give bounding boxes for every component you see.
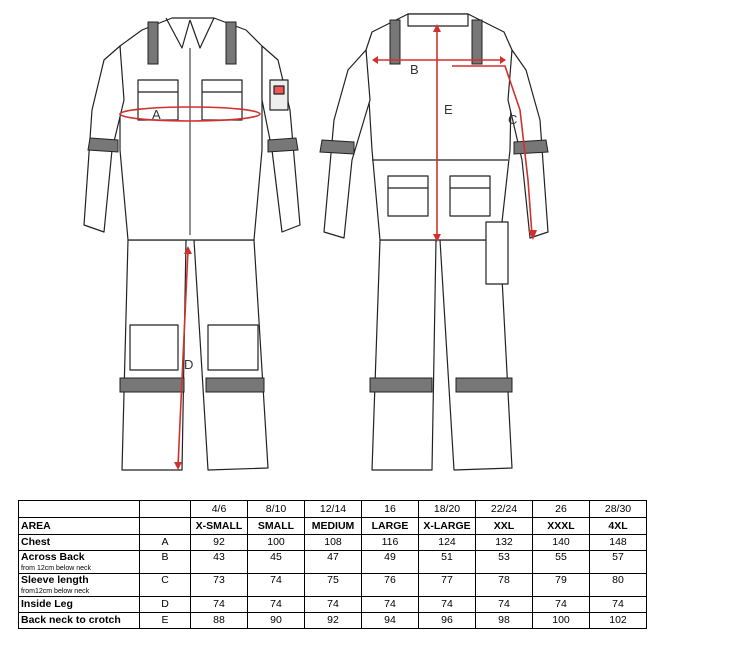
measurement-value: 90: [248, 613, 305, 629]
measurement-value: 47: [305, 551, 362, 574]
area-cell: [19, 574, 140, 597]
area-code: A: [140, 535, 191, 551]
size-name: LARGE: [362, 518, 419, 535]
table-row: [19, 535, 647, 551]
back-left-leg: [372, 240, 436, 470]
label-e: E: [444, 102, 453, 117]
back-pocket-left: [388, 176, 428, 216]
measurement-value: 74: [248, 597, 305, 613]
area-cell: [19, 597, 140, 613]
measurement-value: 98: [476, 613, 533, 629]
front-pocket-right: [202, 80, 242, 120]
area-name: Chest: [21, 536, 51, 548]
measurement-value: 74: [533, 597, 590, 613]
table-row: [19, 597, 647, 613]
measurement-value: 57: [590, 551, 647, 574]
area-header: AREA: [19, 518, 140, 535]
measurement-value: 74: [476, 597, 533, 613]
label-c: C: [508, 112, 518, 127]
measurement-value: 43: [191, 551, 248, 574]
size-number: 26: [533, 501, 590, 518]
measurement-value: 74: [362, 597, 419, 613]
measurement-value: 75: [305, 574, 362, 597]
area-name: Sleeve length: [21, 574, 89, 586]
area-name: Back neck to crotch: [21, 614, 121, 626]
size-number: 8/10: [248, 501, 305, 518]
measurement-value: 94: [362, 613, 419, 629]
measurement-value: 79: [533, 574, 590, 597]
measurement-value: 74: [590, 597, 647, 613]
measurement-value: 73: [191, 574, 248, 597]
blank-cell: [19, 501, 140, 518]
measurement-value: 80: [590, 574, 647, 597]
size-name: MEDIUM: [305, 518, 362, 535]
measurement-value: 92: [305, 613, 362, 629]
area-code: B: [140, 551, 191, 574]
size-name: XXL: [476, 518, 533, 535]
measurement-value: 92: [191, 535, 248, 551]
size-number-row: [19, 501, 647, 518]
blank-cell: [140, 518, 191, 535]
measurement-value: 74: [305, 597, 362, 613]
measurement-value: 148: [590, 535, 647, 551]
area-cell: [19, 535, 140, 551]
measurement-value: 88: [191, 613, 248, 629]
measurement-value: 53: [476, 551, 533, 574]
size-number: 16: [362, 501, 419, 518]
area-cell: [19, 613, 140, 629]
measurement-value: 116: [362, 535, 419, 551]
measurement-value: 78: [476, 574, 533, 597]
table-row: [19, 574, 647, 597]
area-code: D: [140, 597, 191, 613]
size-chart-table: [18, 500, 647, 629]
back-pocket-right: [450, 176, 490, 216]
table-row: [19, 613, 647, 629]
measurement-value: 100: [533, 613, 590, 629]
size-name-row: [19, 518, 647, 535]
measurement-value: 74: [419, 597, 476, 613]
size-name: 4XL: [590, 518, 647, 535]
area-note: from 12cm below neck: [21, 565, 92, 572]
measurement-value: 102: [590, 613, 647, 629]
front-view: [84, 18, 300, 470]
measurement-value: 74: [191, 597, 248, 613]
area-name: Across Back: [21, 551, 85, 563]
measurement-value: 74: [248, 574, 305, 597]
area-note: from12cm below neck: [21, 588, 90, 595]
measurement-value: 140: [533, 535, 590, 551]
front-torso: [120, 18, 262, 240]
label-b: B: [410, 62, 419, 77]
back-view: [324, 14, 548, 470]
table-row: [19, 551, 647, 574]
size-name: X-LARGE: [419, 518, 476, 535]
measurement-value: 77: [419, 574, 476, 597]
area-cell: [19, 551, 140, 574]
area-code: C: [140, 574, 191, 597]
label-d: D: [184, 357, 194, 372]
size-name: X-SMALL: [191, 518, 248, 535]
measurement-value: 124: [419, 535, 476, 551]
measurement-value: 55: [533, 551, 590, 574]
measurement-value: 45: [248, 551, 305, 574]
measurement-value: 51: [419, 551, 476, 574]
label-a: A: [152, 107, 161, 122]
measurement-value: 108: [305, 535, 362, 551]
blank-cell: [140, 501, 191, 518]
size-number: 18/20: [419, 501, 476, 518]
size-name: SMALL: [248, 518, 305, 535]
measurement-value: 96: [419, 613, 476, 629]
area-name: Inside Leg: [21, 598, 73, 610]
size-number: 12/14: [305, 501, 362, 518]
area-code: E: [140, 613, 191, 629]
measurement-value: 49: [362, 551, 419, 574]
measurement-value: 76: [362, 574, 419, 597]
size-name: XXXL: [533, 518, 590, 535]
size-number: 4/6: [191, 501, 248, 518]
measurement-value: 100: [248, 535, 305, 551]
size-number: 22/24: [476, 501, 533, 518]
size-number: 28/30: [590, 501, 647, 518]
measurement-value: 132: [476, 535, 533, 551]
